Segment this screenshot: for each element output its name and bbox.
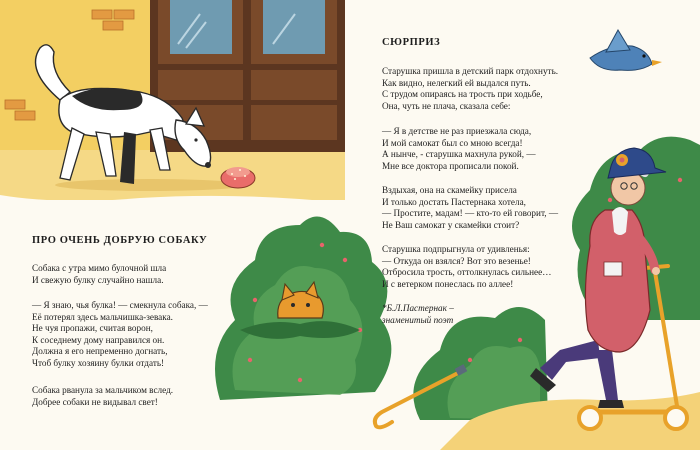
poem-line: Она, чуть не плача, сказала себе: — [382, 100, 511, 111]
right-poem-stanza-4 — [382, 244, 551, 290]
left-poem-stanza-3 — [32, 385, 173, 408]
right-poem-stanza-3 — [382, 185, 558, 231]
park-scene — [375, 137, 700, 450]
poem-line: — Я в детстве не раз приезжала сюда, — [382, 126, 532, 136]
bush-illustration — [215, 216, 391, 400]
poem-line: Её потерял здесь мальчишка-зевака. — [32, 311, 173, 322]
footnote-line: знаменитый поэт — [382, 314, 454, 325]
poem-line: Не чуя пропажи, считая ворон, — [32, 323, 153, 334]
poem-line: Собака рванула за мальчиком вслед. — [32, 385, 174, 395]
poem-line: Вздыхая, она на скамейку присела — [382, 185, 517, 195]
left-poem-stanza-1 — [32, 263, 166, 286]
bird-illustration — [590, 30, 662, 70]
right-poem-stanza-1 — [382, 66, 558, 112]
right-poem-title: СЮРПРИЗ — [382, 37, 441, 48]
right-poem-stanza-2 — [382, 126, 536, 172]
poem-line: С трудом опираясь на трость при ходьбе, — [382, 89, 543, 100]
poem-line: Чтоб булку хозяину булки отдать! — [32, 357, 165, 368]
poem-line: Мне все доктора прописали покой. — [382, 160, 519, 171]
footnote — [382, 303, 454, 326]
poem-line: Собака с утра мимо булочной шла — [32, 263, 167, 273]
poem-line: И только достать Пастернака хотела, — [382, 196, 526, 207]
yard-scene — [0, 0, 345, 215]
poem-line: К соседнему дому направился он. — [32, 334, 165, 345]
poem-line: — Я знаю, чья булка! — смекнула собака, — — [32, 300, 208, 310]
poem-line: И мой самокат был со мною всегда! — [382, 137, 523, 148]
poem-line: Старушка пришла в детский парк отдохнуть. — [382, 66, 559, 76]
poem-line: — Откуда он взялся? Вот это везенье! — [382, 255, 531, 266]
left-poem-title: ПРО ОЧЕНЬ ДОБРУЮ СОБАКУ — [32, 235, 208, 246]
poem-line: — Простите, мадам! — кто-то ей говорит, — — [382, 208, 559, 219]
poem-line: Не Ваш самокат у скамейки стоит? — [382, 219, 520, 230]
poem-line: Должна я его непременно догнать, — [32, 346, 168, 357]
poem-line: А нынче, - старушка махнула рукой, — — [382, 149, 536, 160]
poem-line: Как видно, нелегкий ей выдался путь. — [382, 77, 531, 88]
poem-line: Отбросила трость, оттолкнулась сильнее… — [382, 267, 552, 278]
poem-line: Старушка подпрыгнула от удивленья: — [382, 244, 530, 254]
footnote-line: *Б.Л.Пастернак – — [382, 303, 454, 313]
poem-line: И с ветерком понеслась по аллее! — [382, 278, 514, 289]
poem-line: И свежую булку случайно нашла. — [32, 274, 164, 285]
left-poem-stanza-2 — [32, 300, 208, 370]
poem-line: Добрее собаки не видывал свет! — [32, 396, 158, 407]
